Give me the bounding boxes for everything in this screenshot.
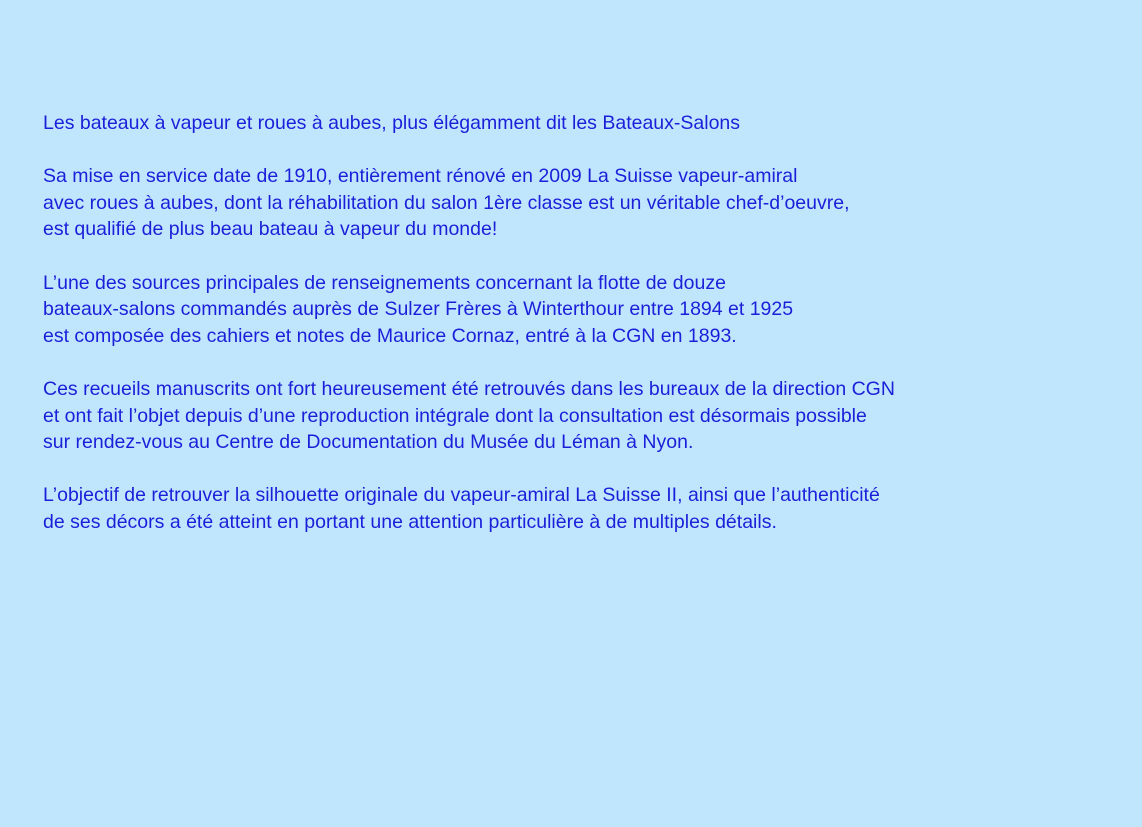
text-line: et ont fait l’objet depuis d’une reproduction intégrale dont la consultation est désormais possible — [43, 404, 867, 427]
paragraph-service — [43, 163, 1123, 243]
text-line: L’objectif de retrouver la silhouette originale du vapeur-amiral La Suisse II, ainsi que l’authenticité — [43, 484, 880, 507]
paragraph-objective — [43, 482, 1123, 535]
paragraph-intro — [43, 110, 1123, 137]
paragraph-sources — [43, 270, 1123, 350]
text-line: Les bateaux à vapeur et roues à aubes, plus élégamment dit les Bateaux-Salons — [43, 112, 741, 134]
text-line: de ses décors a été atteint en portant une attention particulière à de multiples détails. — [43, 510, 777, 533]
text-line: avec roues à aubes, dont la réhabilitation du salon 1ère classe est un véritable chef-d’oeuvre, — [43, 191, 850, 214]
paragraph-manuscripts — [43, 376, 1123, 456]
text-line: Ces recueils manuscrits ont fort heureusement été retrouvés dans les bureaux de la direction CGN — [43, 377, 895, 400]
text-line: bateaux-salons commandés auprès de Sulzer Frères à Winterthour entre 1894 et 1925 — [43, 298, 794, 321]
text-line: L’une des sources principales de renseignements concernant la flotte de douze — [43, 271, 726, 294]
text-line: Sa mise en service date de 1910, entièrement rénové en 2009 La Suisse vapeur-amiral — [43, 165, 798, 188]
text-line: sur rendez-vous au Centre de Documentation du Musée du Léman à Nyon. — [43, 431, 694, 454]
text-line: est qualifié de plus beau bateau à vapeur du monde! — [43, 218, 498, 241]
document-body — [43, 110, 1123, 562]
text-line: est composée des cahiers et notes de Maurice Cornaz, entré à la CGN en 1893. — [43, 324, 737, 347]
